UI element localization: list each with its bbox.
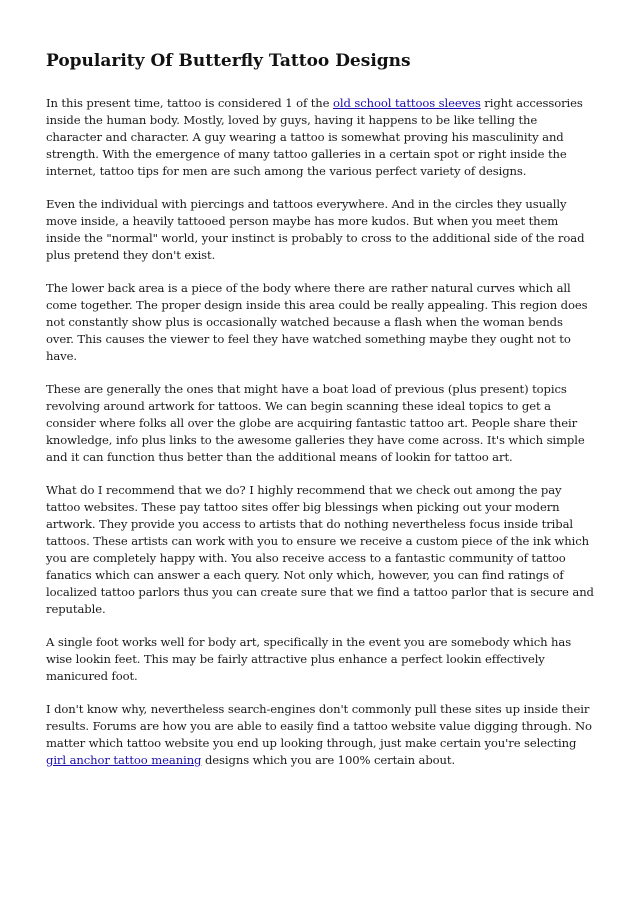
- old-school-tattoos-sleeves-link[interactable]: old school tattoos sleeves: [333, 96, 481, 110]
- paragraph-7-text-b: designs which you are 100% certain about.: [201, 753, 456, 767]
- paragraph-4: These are generally the ones that might have a boat load of previous (plus present) topics revolving around artwork for tattoos. We can begin scanning these ideal topics to get a consider where folks all over the globe are acquiring fantastic tattoo art. People share their knowledge, info plus links to the awesome galleries they have come across. It's which simple and it can function thus better than the additional means of lookin for tattoo art.: [46, 382, 585, 464]
- paragraph-1-text-a: In this present time, tattoo is considered 1 of the: [46, 96, 333, 110]
- paragraph-2: Even the individual with piercings and tattoos everywhere. And in the circles they usually move inside, a heavily tattooed person maybe has more kudos. But when you meet them inside the "normal" world, your instinct is probably to cross to the additional side of the road plus pretend they don't exist.: [46, 197, 585, 262]
- paragraph-1: [46, 95, 594, 180]
- page-title: Popularity Of Butterfly Tattoo Designs: [46, 51, 411, 71]
- document-page: [46, 50, 594, 785]
- paragraph-7: [46, 701, 594, 769]
- paragraph-6: A single foot works well for body art, specifically in the event you are somebody which has wise lookin feet. This may be fairly attractive plus enhance a perfect lookin effectively manicured foot.: [46, 635, 572, 683]
- girl-anchor-tattoo-meaning-link[interactable]: girl anchor tattoo meaning: [46, 753, 202, 767]
- paragraph-3: The lower back area is a piece of the body where there are rather natural curves which all come together. The proper design inside this area could be really appealing. This region does not constantly show plus is occasionally watched because a flash when the woman bends over. This causes the viewer to feel they have watched something maybe they ought not to have.: [46, 281, 588, 363]
- paragraph-1-text-b: right accessories inside the human body. Mostly, loved by guys, having it happens to be like telling the character and character. A guy wearing a tattoo is somewhat proving his masculinity and strength. With the emergence of many tattoo galleries in a certain spot or right inside the internet, tattoo tips for men are such among the various perfect variety of designs.: [46, 96, 583, 178]
- paragraph-7-text-a: I don't know why, nevertheless search-engines don't commonly pull these sites up inside their results. Forums are how you are able to easily find a tattoo website value digging through. No matter which tattoo website you end up looking through, just make certain you're selecting: [46, 702, 592, 750]
- paragraph-5: What do I recommend that we do? I highly recommend that we check out among the pay tattoo websites. These pay tattoo sites offer big blessings when picking out your modern artwork. They provide you access to artists that do nothing nevertheless focus inside tribal tattoos. These artists can work with you to ensure we receive a custom piece of the ink which you are completely happy with. You also receive access to a fantastic community of tattoo fanatics which can answer a each query. Not only which, however, you can find ratings of localized tattoo parlors thus you can create sure that we find a tattoo parlor that is secure and reputable.: [46, 483, 594, 616]
